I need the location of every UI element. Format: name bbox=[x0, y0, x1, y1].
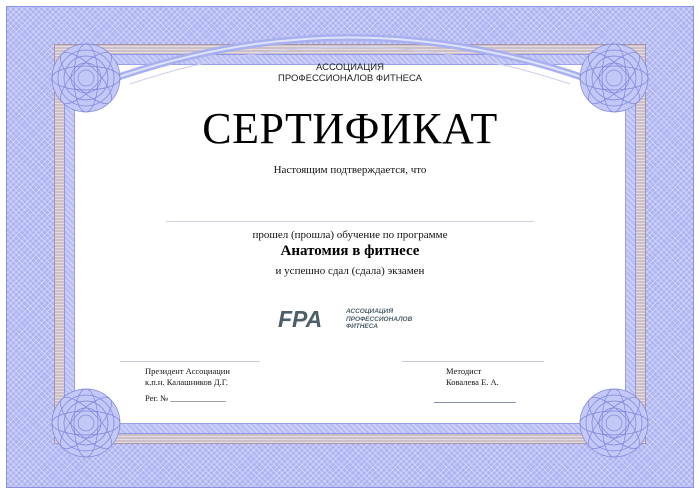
trained-text: прошел (прошла) обучение по программе bbox=[252, 229, 448, 241]
registration-number: Рег. № _____________ bbox=[145, 393, 226, 403]
confirm-text: Настоящим подтверждается, что bbox=[273, 164, 427, 176]
methodist-signature-line bbox=[402, 361, 544, 362]
logo-line3: ФИТНЕСА bbox=[346, 323, 378, 330]
logo-line1: АССОЦИАЦИЯ bbox=[346, 308, 394, 315]
methodist-title: Методист bbox=[446, 366, 482, 376]
passed-exam-text: и успешно сдал (сдала) экзамен bbox=[275, 265, 425, 277]
rosette-bottom-right-icon bbox=[575, 384, 653, 462]
logo-line2: ПРОФЕССИОНАЛОВ bbox=[346, 315, 413, 323]
association-header bbox=[0, 62, 700, 84]
logo-wordmark bbox=[346, 308, 446, 331]
association-header-line2: ПРОФЕССИОНАЛОВ ФИТНЕСА bbox=[278, 73, 422, 84]
fpa-logo-mark: FPA bbox=[278, 306, 323, 330]
president-signature-line bbox=[120, 361, 260, 362]
rosette-bottom-left-icon bbox=[47, 384, 125, 462]
methodist-date-line bbox=[434, 402, 516, 403]
president-name: к.п.н. Калашников Д.Г. bbox=[145, 377, 228, 387]
certificate-title: СЕРТИФИКАТ bbox=[202, 104, 498, 153]
association-header-line1: АССОЦИАЦИЯ bbox=[316, 62, 384, 73]
fpa-logo-icon bbox=[278, 306, 340, 330]
recipient-name-line bbox=[166, 221, 534, 222]
methodist-name: Ковалева Е. А. bbox=[446, 377, 499, 387]
president-title: Президент Ассоциации bbox=[145, 366, 230, 376]
program-name: Анатомия в фитнесе bbox=[280, 243, 420, 259]
